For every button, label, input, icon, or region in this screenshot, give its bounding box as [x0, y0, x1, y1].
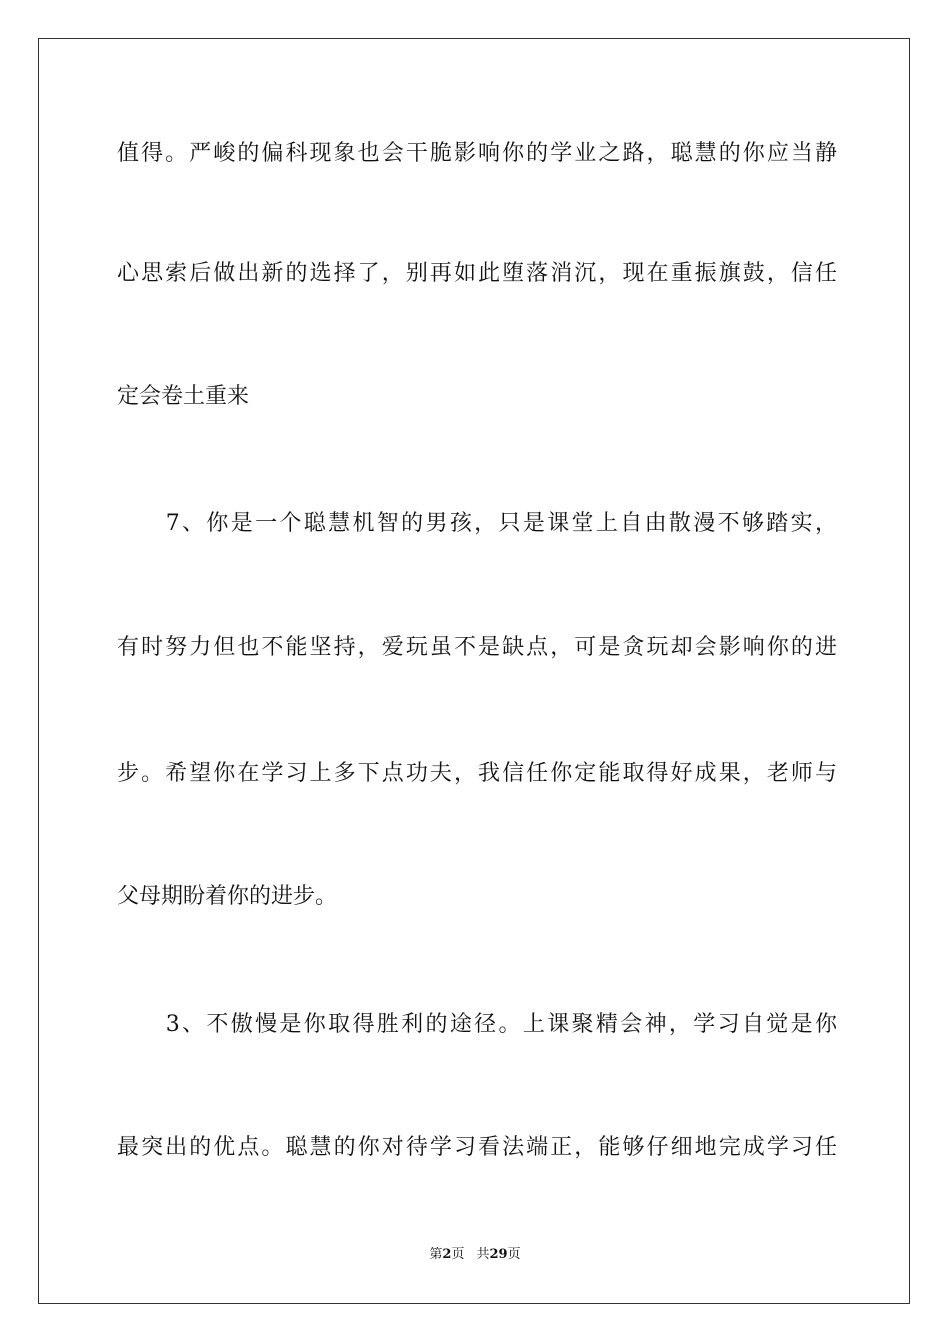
- body-line-7: 父母期盼着你的进步。: [117, 884, 338, 909]
- footer-page-suffix: 页: [451, 1247, 465, 1262]
- body-line-8: 3、不傲慢是你取得胜利的途径。上课聚精会神，学习自觉是你: [117, 1012, 837, 1037]
- body-line-6: 步。希望你在学习上多下点功夫，我信任你定能取得好成果，老师与: [117, 761, 837, 786]
- footer-page-prefix: 第: [429, 1247, 443, 1262]
- footer-total-prefix: 共: [476, 1247, 490, 1262]
- body-line-9: 最突出的优点。聪慧的你对待学习看法端正，能够仔细地完成学习任: [117, 1135, 837, 1160]
- footer-total-suffix: 页: [507, 1247, 521, 1262]
- page-footer: [0, 1246, 950, 1264]
- body-line-3: 定会卷土重来: [117, 384, 250, 409]
- body-line-2: 心思索后做出新的选择了，别再如此堕落消沉，现在重振旗鼓，信任: [117, 261, 837, 286]
- footer-total-pages: 29: [489, 1247, 508, 1262]
- body-line-1: 值得。严峻的偏科现象也会干脆影响你的学业之路，聪慧的你应当静: [117, 141, 837, 166]
- body-line-4: 7、你是一个聪慧机智的男孩，只是课堂上自由散漫不够踏实，: [117, 511, 837, 536]
- body-line-5: 有时努力但也不能坚持，爱玩虽不是缺点，可是贪玩却会影响你的进: [117, 635, 837, 660]
- footer-page-number: 2: [442, 1247, 452, 1262]
- page-border: [38, 38, 910, 1304]
